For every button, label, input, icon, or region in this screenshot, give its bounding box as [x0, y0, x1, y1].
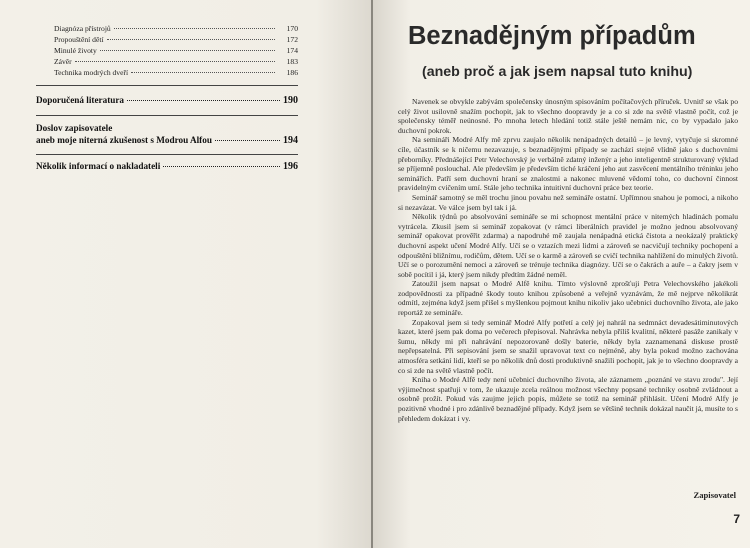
toc-sub-list: [36, 24, 298, 79]
paragraph: Seminář samotný se měl trochu jinou povahu než semináře ostatní. Upřímnou snahou je pomoci, a nikoho si nezavázat. Ve válce jsem byl tak i já.: [398, 192, 738, 212]
toc-entry[interactable]: Propouštění dětí 172: [54, 35, 298, 44]
paragraph: Navenek se obvykle zabývám společensky únosným spisováním počítačových příruček. Uvnitř se však po celý život usilovně snažím pochopit, jak to všechno doopravdy je a co si zde na světě vlastně počít, což je společensky téměř neúnosné. Po mnoha letech hledání totiž stále ještě nemám nic, co by vypadalo jako duchovní pokrok.: [398, 97, 738, 135]
paragraph: Zatoužil jsem napsat o Modré Alfě knihu. Tímto výslovně zprošťuji Petra Velechovského jakékoli zodpovědnosti za případné škody touto knihou způsobené a veřejně vyznávám, že mě nejprve několikrát odmítl, zejména když jsem přišel s myšlenkou pojmout knihu nikoliv jako učebnici duchovního života, ale jako reportáž ze semináře.: [398, 279, 738, 318]
chapter-subtitle: (aneb proč a jak jsem napsal tuto knihu): [422, 64, 693, 80]
toc-entry[interactable]: Diagnóza přístrojů 170: [54, 24, 298, 33]
page-number: 7: [733, 512, 740, 526]
toc-entry-afterword-title[interactable]: Doslov zapisovatele: [36, 123, 113, 133]
left-page: [0, 0, 372, 548]
paragraph: Na semináři Modré Alfy mě zprvu zaujalo několik nenápadných detailů – je levný, vytyčuje si skromné cíle, účastník se k ničemu nezavazuje, s beznadějnými případy se zachází stejně vlídně jako s duchovními přeborníky. Přednášející Petr Velechovský je verbálně zdatný inženýr a jeho inteligentně strukturovaný výklad se příjemně poslouchal. Ale především je především tiché kráčení jeho aut zasvěcení mentálního tréninku jeho seminářích. Patří sem duchovní hraní se znalostmi a nakonec mluvené vědomí toho, co duchovní činnost pravidelným cvičením umí. Stále jeho technika intuitivní duchovní práce bez teorie.: [398, 135, 738, 193]
paragraph: Zopakoval jsem si tedy seminář Modré Alfy potřetí a celý jej nahrál na sedmnáct devadesátiminutových kazet, které jsem pak doma po večerech přepisoval. Nahrávka nebyla příliš kvalitní, některé pasáže zanikaly v šumu, někdy mi při nahrávání nepozorovaně došly baterie, někdy byla zaznamenaná diskuse prostě nepřepsatelná. Při sepisování jsem se snažil upravovat text co nejméně, aby byla pokud možno zachována atmosféra setkání lidí, kteří se po několik dnů dosti produktivně snažili pochopit, jak je to všechno doopravdy a co si zde na světě vlastně počít.: [398, 317, 738, 375]
toc-entry-publisher[interactable]: Několik informací o nakladateli 196: [36, 161, 298, 172]
toc-entry-literature[interactable]: Doporučená literatura 190: [36, 95, 298, 106]
signature: Zapisovatel: [693, 490, 736, 500]
toc-entry-afterword[interactable]: aneb moje niterná zkušenost s Modrou Alfou 194: [36, 135, 298, 146]
chapter-body: [398, 97, 738, 423]
paragraph: Kniha o Modré Alfě tedy není učebnicí duchovního života, ale záznamem „poznání ve stavu zrodu". Její výjimečnost spatřuji v tom, že ukazuje zcela reálnou možnost všechny popsané techniky osobně zvládnout a osobně prožít. Pokud vás zaujme jejich popis, můžete se totiž na seminář přihlásit. Učení Modré Alfy je pozitivně vhodné i pro zdánlivě beznadějné případy. Když jsem se většině technik dokázal naučit já, musíte to s přehledem dokázat i vy.: [398, 375, 738, 423]
paragraph: Několik týdnů po absolvování semináře se mi schopnost mentální práce v nitemých hladinách pomalu vytrácela. Zkusil jsem si seminář zopakovat (v rámci liberálních pravidel je možno jednou absolvovaný seminář opakovat prověřit zdarma) a napodruhé mě zaujala nenápadná etická čistota a neokázalý praktický duchovní aspekt učení Modré Alfy. Učí se o vztazích mezi lidmi a zároveň se nacvičují techniky pochopení a odpouštění bližnímu, rodičům, dětem. Učí se o karmě a zároveň se cvičí technika nahlížení do minulých životů. Učí se o porozumění nemoci a zároveň se trénuje technika diagnózy. Učí se o čakrách a auře – a čakry jsem v sobě pocítil i já, který jsem nikdy předtím žádné neměl.: [398, 212, 738, 279]
toc-divider: [36, 115, 298, 116]
toc-entry[interactable]: Závěr 183: [54, 57, 298, 66]
chapter-title: Beznadějným případům: [408, 22, 696, 50]
toc-entry[interactable]: Minulé životy 174: [54, 46, 298, 55]
toc-entry[interactable]: Technika modrých dveří 186: [54, 68, 298, 77]
toc-divider: [36, 85, 298, 86]
toc-divider: [36, 154, 298, 155]
